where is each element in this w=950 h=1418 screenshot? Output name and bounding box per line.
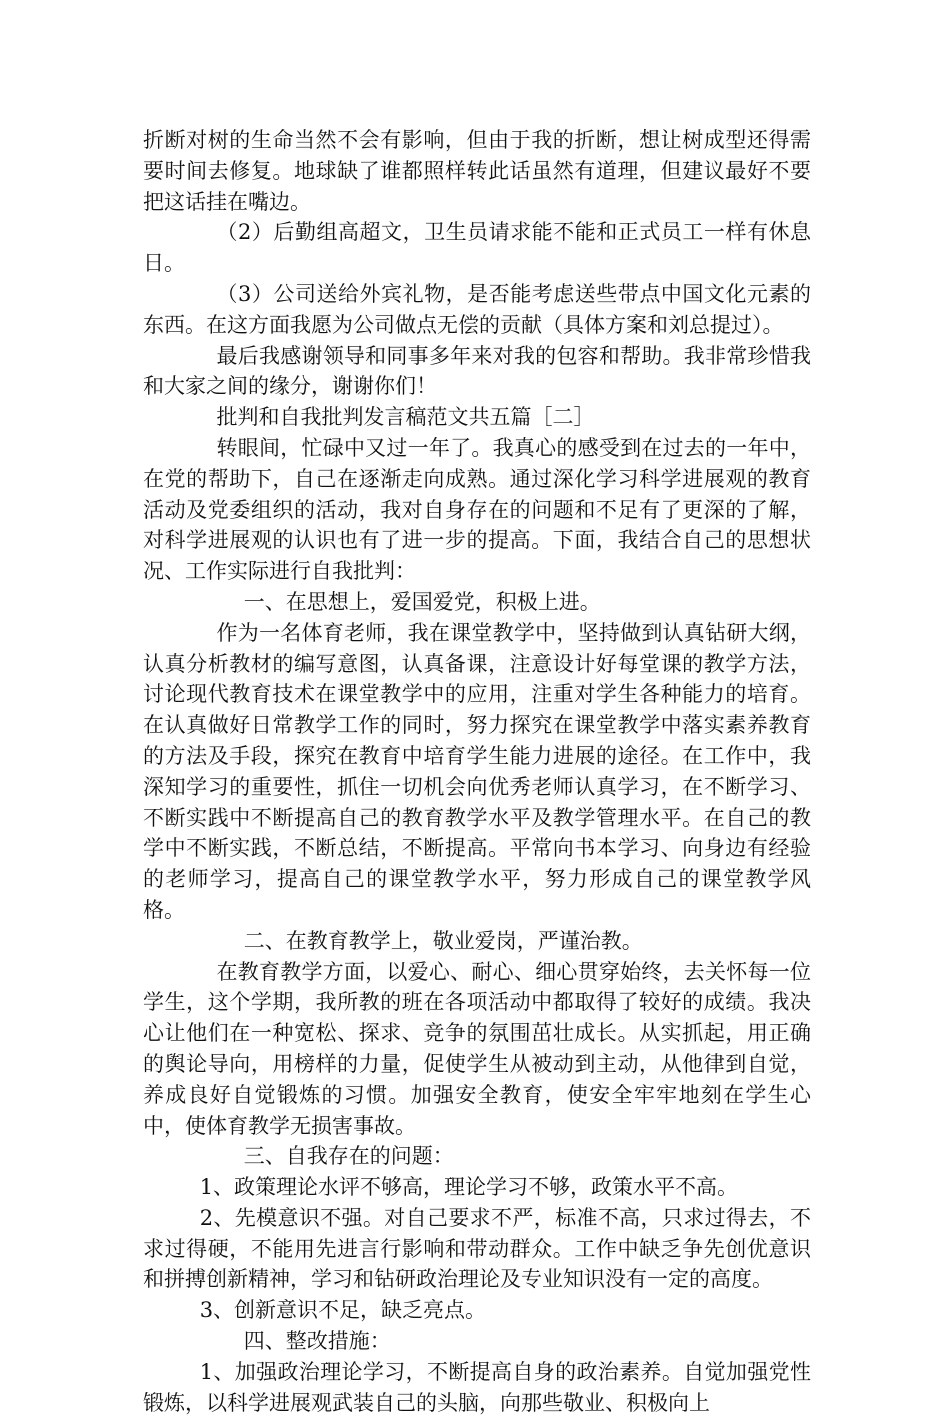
paragraph: 在教育教学方面，以爱心、耐心、细心贯穿始终，去关怀每一位学生，这个学期，我所教的班在各项活动中都取得了较好的成绩。我决心让他们在一种宽松、探求、竞争的氛围茁壮成长。从实抓起，用正确的舆论导向，用榜样的力量，促使学生从被动到主动，从他律到自觉，养成良好自觉锻炼的习惯。加强安全教育，使安全牢牢地刻在学生心中，使体育教学无损害事故。 — [143, 959, 811, 1138]
list-item: 3、创新意识不足，缺乏亮点。 — [199, 1298, 487, 1323]
section-title: 批判和自我批判发言稿范文共五篇［二］ — [216, 405, 595, 430]
section-heading: 一、在思想上，爱国爱党，积极上进。 — [243, 589, 601, 614]
paragraph: 最后我感谢领导和同事多年来对我的包容和帮助。我非常珍惜我和大家之间的缘分，谢谢你们！ — [143, 343, 811, 399]
list-item: 1、加强政治理论学习，不断提高自身的政治素养。自觉加强党性锻炼，以科学进展观武装自己的头脑，向那些敬业、积极向上 — [143, 1359, 811, 1415]
paragraph: （3）公司送给外宾礼物，是否能考虑送些带点中国文化元素的东西。在这方面我愿为公司做点无偿的贡献（具体方案和刘总提过）。 — [143, 281, 811, 337]
paragraph: 作为一名体育老师，我在课堂教学中，坚持做到认真钻研大纲，认真分析教材的编写意图，认真备课，注意设计好每堂课的教学方法，讨论现代教育技术在课堂教学中的应用，注重对学生各种能力的培育。在认真做好日常教学工作的同时，努力探究在课堂教学中落实素养教育的方法及手段，探究在教育中培育学生能力进展的途径。在工作中，我深知学习的重要性，抓住一切机会向优秀老师认真学习，在不断学习、不断实践中不断提高自己的教育教学水平及教学管理水平。在自己的教学中不断实践，不断总结，不断提高。平常向书本学习、向身边有经验的老师学习，提高自己的课堂教学水平，努力形成自己的课堂教学风格。 — [143, 620, 811, 922]
paragraph: 转眼间，忙碌中又过一年了。我真心的感受到在过去的一年中，在党的帮助下，自己在逐渐走向成熟。通过深化学习科学进展观的教育活动及党委组织的活动，我对自身存在的问题和不足有了更深的了解，对科学进展观的认识也有了进一步的提高。下面，我结合自己的思想状况、工作实际进行自我批判： — [143, 435, 811, 584]
document-page — [143, 125, 811, 1418]
paragraph: 折断对树的生命当然不会有影响，但由于我的折断，想让树成型还得需要时间去修复。地球缺了谁都照样转此话虽然有道理，但建议最好不要把这话挂在嘴边。 — [143, 128, 811, 214]
section-heading: 二、在教育教学上，敬业爱岗，严谨治教。 — [243, 928, 643, 953]
list-item: 1、政策理论水评不够高，理论学习不够，政策水平不高。 — [199, 1175, 739, 1200]
paragraph: （2）后勤组高超文，卫生员请求能不能和正式员工一样有休息日。 — [143, 220, 811, 276]
section-heading: 四、整改措施： — [243, 1329, 391, 1354]
list-item: 2、先模意识不强。对自己要求不严，标准不高，只求过得去，不求过得硬，不能用先进言行影响和带动群众。工作中缺乏争先创优意识和拼搏创新精神，学习和钻研政治理论及专业知识没有一定的高度。 — [143, 1205, 811, 1292]
section-heading: 三、自我存在的问题： — [243, 1144, 454, 1169]
